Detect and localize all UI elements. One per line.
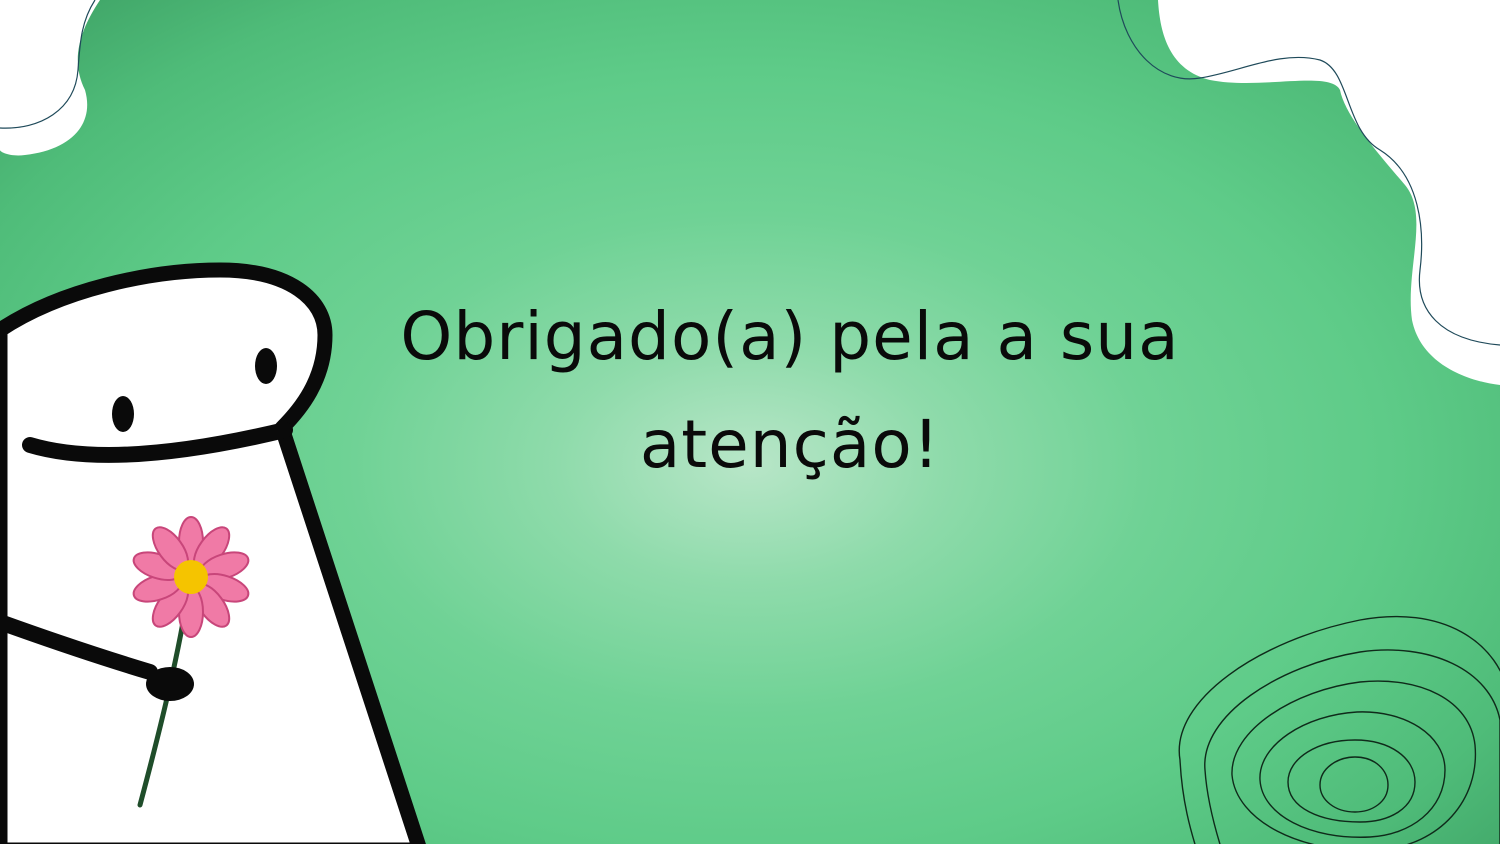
concentric-rings-icon xyxy=(1179,617,1500,844)
right-eye xyxy=(255,348,277,384)
title-line-1: Obrigado(a) pela a sua xyxy=(400,298,1180,375)
slide-title xyxy=(330,283,1250,499)
title-line-2: atenção! xyxy=(639,406,941,483)
character-hand xyxy=(146,667,194,701)
left-eye xyxy=(112,396,134,432)
